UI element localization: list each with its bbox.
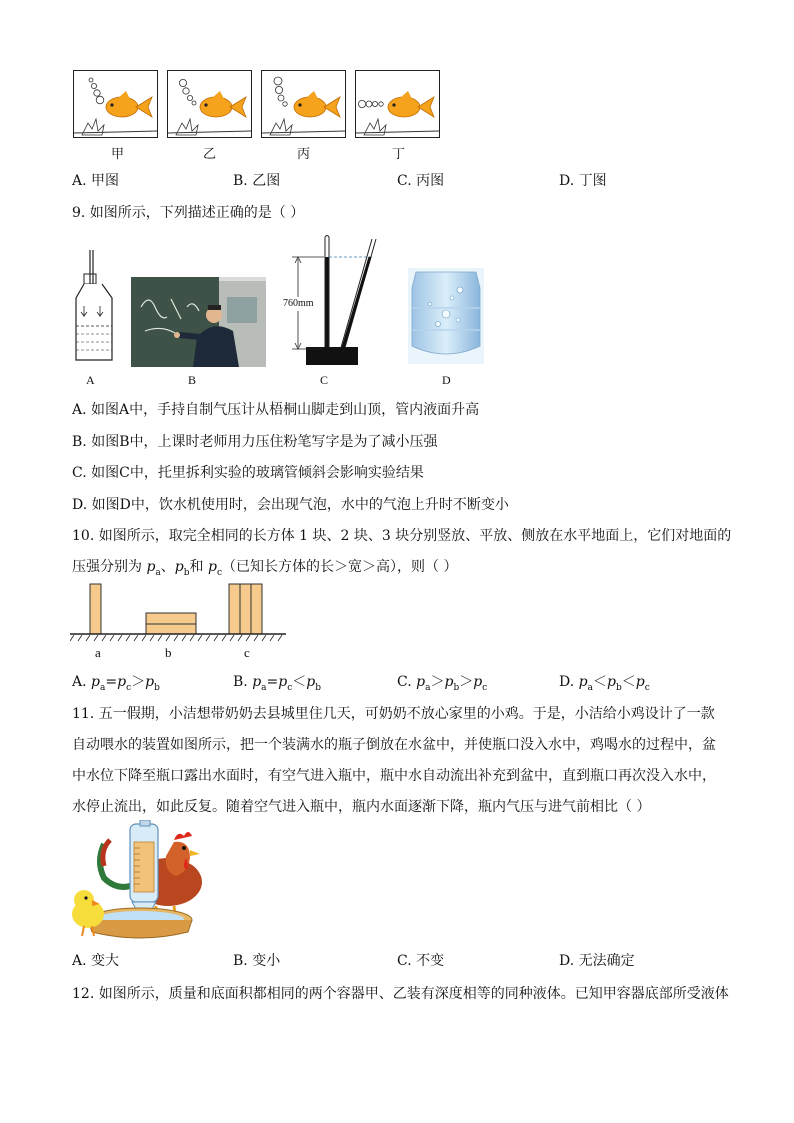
q10-option-c: C. $p_a>p_b>p_c$ (397, 674, 488, 693)
q8-option-c: C. 丙图 (397, 173, 445, 189)
fish-label-yi: 乙 (202, 147, 216, 162)
fish-panel-bing (261, 70, 346, 138)
q11-option-c: C. 不变 (397, 953, 445, 969)
fish-panel-jia (73, 70, 158, 138)
fish-label-jia: 甲 (110, 147, 124, 162)
q12-stem-line1: 12. 如图所示，质量和底面积都相同的两个容器甲、乙装有深度相等的同种液体。已知甲容器底部所受液体 (72, 986, 729, 1002)
q8-option-a: A. 甲图 (72, 173, 120, 189)
q9-option-c: C. 如图C中，托里拆利实验的玻璃管倾斜会影响实验结果 (72, 465, 424, 481)
q11-stem-line4: 水停止流出，如此反复。随着空气进入瓶中，瓶内水面逐渐下降，瓶内气压与进气前相比（ ） (72, 799, 651, 815)
q9-stem: 9. 如图所示，下列描述正确的是（ ） (72, 205, 305, 221)
q10-option-b: B. $p_a=p_c<p_b$ (233, 674, 322, 693)
q11-chicken-feeder-illustration (70, 820, 210, 944)
q11-stem-line1: 11. 五一假期，小洁想带奶奶去县城里住几天，可奶奶不放心家里的小鸡。于是，小洁给小鸡设计了一款 (72, 706, 715, 722)
q10-blocks-figure (70, 582, 290, 646)
q10-stem-line2: 压强分别为 $p_a$、$p_b$和 $p_c$（已知长方体的长＞宽＞高），则（ ） (72, 559, 458, 578)
q10-stem-line1: 10. 如图所示，取完全相同的长方体 1 块、2 块、3 块分别竖放、平放、侧放在水平地面上，它们对地面的 (72, 528, 732, 544)
q9-fig-c-height-label: 760mm (283, 298, 314, 309)
q9-fig-label-b: B (188, 373, 197, 387)
q9-option-b: B. 如图B中，上课时老师用力压住粉笔写字是为了减小压强 (72, 434, 438, 450)
fish-label-ding: 丁 (391, 147, 405, 162)
q9-fig-a-barometer (70, 250, 118, 368)
q9-option-a: A. 如图A中，手持自制气压计从梧桐山脚走到山顶，管内液面升高 (72, 402, 480, 418)
q8-option-b: B. 乙图 (233, 173, 281, 189)
q10-fig-label-a: a (95, 645, 101, 660)
q9-fig-b-teacher-photo (131, 277, 266, 367)
q9-fig-label-d: D (442, 373, 451, 387)
q9-fig-label-a: A (86, 373, 95, 387)
q10-fig-label-b: b (165, 645, 172, 660)
q9-fig-label-c: C (320, 373, 329, 387)
q10-fig-label-c: c (244, 645, 250, 660)
fish-panel-yi (167, 70, 252, 138)
q11-option-d: D. 无法确定 (559, 953, 635, 969)
fish-panel-ding (355, 70, 440, 138)
q10-option-d: D. $p_a<p_b<p_c$ (559, 674, 650, 693)
q11-stem-line2: 自动喂水的装置如图所示，把一个装满水的瓶子倒放在水盆中，并使瓶口没入水中，鸡喝水的过程中，盆 (72, 737, 716, 753)
q11-option-b: B. 变小 (233, 953, 281, 969)
q9-option-d: D. 如图D中，饮水机使用时，会出现气泡，水中的气泡上升时不断变小 (72, 497, 509, 513)
q10-option-a: A. $p_a=p_c>p_b$ (72, 674, 160, 693)
q11-stem-line3: 中水位下降至瓶口露出水面时，有空气进入瓶中，瓶中水自动流出补充到盆中，直到瓶口再次没入水中， (72, 768, 716, 784)
q9-fig-d-water-bottle (408, 268, 484, 364)
fish-label-bing: 丙 (296, 147, 310, 162)
q8-option-d: D. 丁图 (559, 173, 607, 189)
q11-option-a: A. 变大 (72, 953, 120, 969)
